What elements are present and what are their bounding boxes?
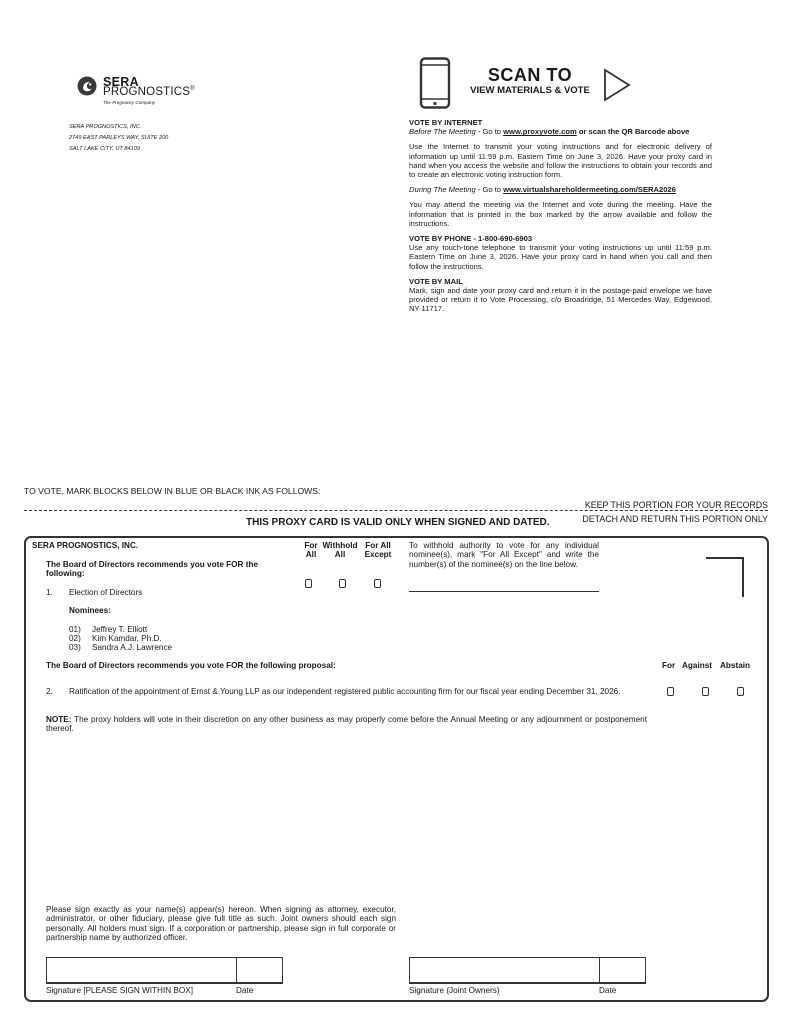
smartphone-icon	[419, 57, 451, 109]
checkbox-proposal2-for[interactable]	[667, 687, 674, 696]
item1-text: Election of Directors	[69, 588, 143, 597]
mail-paragraph: Mark, sign and date your proxy card and return it in the postage-paid envelope we have provided or return it to Vote Processing, c/o Broadridge, 51 Mercedes Way, Edgewood, NY 11717.	[409, 286, 712, 314]
nominee-row: 01) Jeffrey T. Elliott	[69, 625, 148, 634]
address-line: 2749 EAST PARLEYS WAY, SUITE 200	[69, 135, 169, 141]
logo-name-line2: PROGNOSTICS®	[103, 86, 195, 98]
scan-title: SCAN TO	[487, 65, 573, 85]
keep-portion-label: KEEP THIS PORTION FOR YOUR RECORDS	[584, 500, 768, 510]
nominee-exception-line[interactable]	[409, 591, 599, 592]
signature-label-2: Signature (Joint Owners)	[409, 986, 500, 995]
proxyvote-link[interactable]: www.proxyvote.com	[503, 127, 577, 137]
valid-notice: THIS PROXY CARD IS VALID ONLY WHEN SIGNED AND DATED.	[246, 517, 550, 528]
col-header-withhold-all: Withhold All	[322, 541, 358, 560]
signature-box-1[interactable]	[46, 957, 237, 984]
nominee-row: 02) Kim Kamdar, Ph.D.	[69, 634, 162, 643]
date-box-2[interactable]	[599, 957, 646, 984]
detach-portion-label: DETACH AND RETURN THIS PORTION ONLY	[582, 514, 768, 524]
logo-tagline: The Pregnancy Company	[103, 100, 156, 105]
item2-text: Ratification of the appointment of Ernst & Young LLP as our independent registered public accounting firm for our fiscal year ending December 31, 2026.	[69, 687, 621, 696]
address-line: SALT LAKE CITY, UT 84109	[69, 146, 140, 152]
proxy-note: NOTE: The proxy holders will vote in their discretion on any other business as may properly come before the Annual Meeting or any adjournment or postponement thereof.	[46, 715, 647, 734]
mail-heading: VOTE BY MAIL	[409, 276, 463, 286]
card-company: SERA PROGNOSTICS, INC.	[32, 541, 139, 550]
internet-heading: VOTE BY INTERNET	[409, 118, 483, 127]
phone-heading: VOTE BY PHONE - 1-800-690-6903	[409, 234, 533, 244]
internet-paragraph: Use the Internet to transmit your voting instructions and for electronic delivery of information up until 11:59 p.m. Eastern Time on June 3, 2026. Have your proxy card in hand when you access the website and follow the instructions to obtain your records and to create an electronic voting instruction form.	[409, 142, 712, 180]
address-line: SERA PROGNOSTICS, INC.	[69, 124, 142, 130]
scan-subtitle: VIEW MATERIALS & VOTE	[470, 85, 590, 96]
detach-line	[24, 510, 768, 511]
date-label-1: Date	[236, 986, 254, 995]
col-header-for-all: For All	[304, 541, 318, 560]
voting-instructions	[409, 118, 712, 314]
phone-paragraph: Use any touch-tone telephone to transmit your voting instructions up until 11:59 p.m. Eastern Time on June 3, 2026. Have your proxy card in hand when you call and then follow the instructions.	[409, 243, 712, 271]
board-recommendation-1: The Board of Directors recommends you vote FOR the following:	[46, 560, 259, 579]
internet-before-line: Before The Meeting - Go to www.proxyvote.com or scan the QR Barcode above	[409, 127, 690, 137]
col-header-against: Against	[682, 661, 713, 670]
date-box-1[interactable]	[236, 957, 283, 984]
checkbox-withhold-all[interactable]	[339, 579, 346, 588]
signature-label-1: Signature [PLEASE SIGN WITHIN BOX]	[46, 986, 193, 995]
signing-instructions: Please sign exactly as your name(s) appear(s) hereon. When signing as attorney, executor, administrator, or other fiduciary, please give full title as such. Joint owners should each sign personally. All holders must sign. If a corporation or partnership, please sign in full corporate or partnership name by authorized officer.	[46, 905, 396, 943]
date-label-2: Date	[599, 986, 617, 995]
item1-number: 1.	[46, 588, 53, 597]
withhold-note: To withhold authority to vote for any individual nominee(s), mark "For All Except" and write the number(s) of the nominee(s) on the line below.	[409, 541, 599, 569]
col-header-abstain: Abstain	[720, 661, 751, 670]
col-header-for: For	[662, 661, 676, 670]
checkbox-for-all[interactable]	[305, 579, 312, 588]
checkbox-for-all-except[interactable]	[374, 579, 381, 588]
internet-during-paragraph: You may attend the meeting via the Internet and vote during the meeting. Have the information that is printed in the box marked by the arrow available and follow the instructions.	[409, 200, 712, 228]
play-arrow-icon	[603, 68, 631, 102]
nominee-row: 03) Sandra A.J. Lawrence	[69, 643, 173, 652]
internet-during-line: During The Meeting - Go to www.virtualshareholdermeeting.com/SERA2026	[409, 185, 676, 195]
signature-box-2[interactable]	[409, 957, 600, 984]
item2-number: 2.	[46, 687, 53, 696]
company-address	[69, 122, 269, 155]
col-header-for-all-except: For All Except	[364, 541, 392, 560]
scan-heading	[460, 65, 600, 96]
virtual-meeting-link[interactable]: www.virtualshareholdermeeting.com/SERA2026	[503, 185, 676, 195]
nominees-label: Nominees:	[69, 606, 111, 615]
board-recommendation-2: The Board of Directors recommends you vote FOR the following proposal:	[46, 661, 336, 670]
checkbox-proposal2-against[interactable]	[702, 687, 709, 696]
sera-logo-icon	[77, 76, 97, 96]
logo-name-line1: SERA	[103, 75, 139, 89]
corner-mark	[706, 557, 744, 597]
checkbox-proposal2-abstain[interactable]	[737, 687, 744, 696]
ink-instructions: TO VOTE, MARK BLOCKS BELOW IN BLUE OR BLACK INK AS FOLLOWS:	[24, 486, 321, 496]
